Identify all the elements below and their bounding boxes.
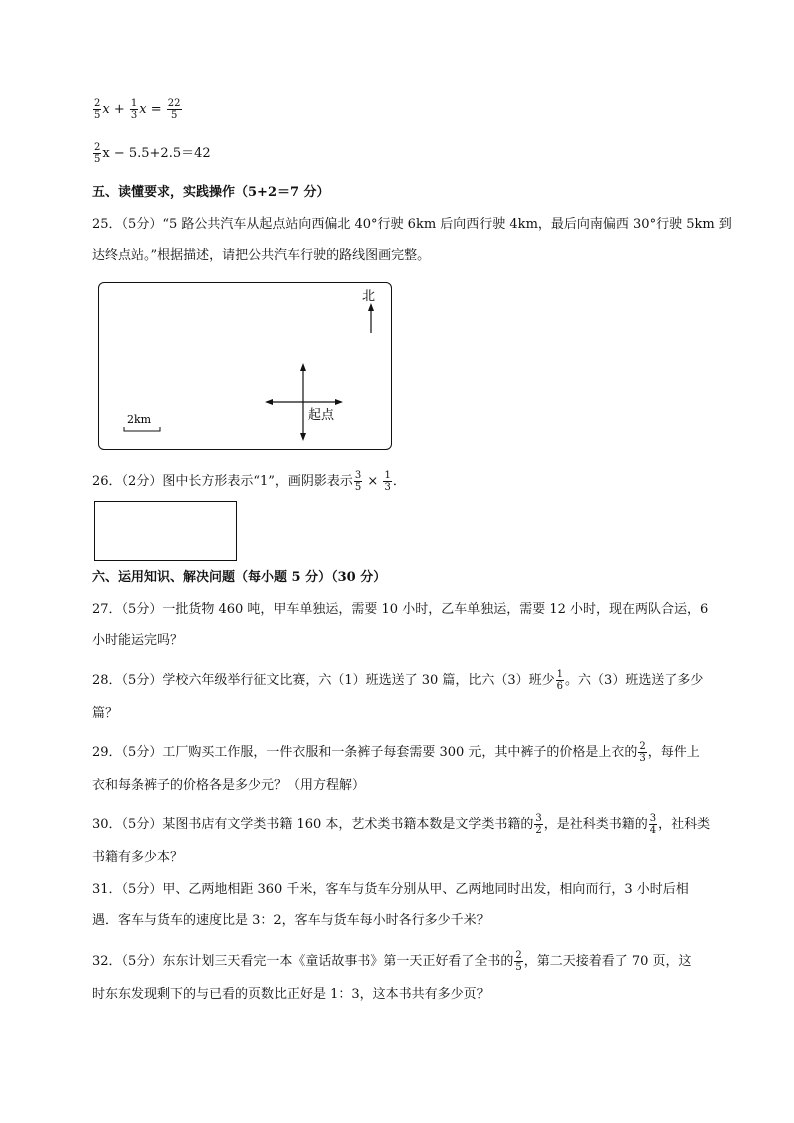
equation-1: $\frac{2}{5}$ x + $\frac{1}{3}$ x = $\frac{22}{5}$ [94,98,181,121]
question-31-line2: 遇．客车与货车的速度比是 3：2，客车与货车每小时各行多少千米？ [92,913,490,928]
route-diagram [98,282,392,450]
section-5-title: 五、读懂要求，实践操作（5+2＝7 分） [92,185,330,200]
question-28-line2: 篇？ [92,706,119,721]
equation-2: $\frac{2}{5}$ x − 5.5+2.5＝42 [94,142,211,165]
scale-bar [124,427,160,431]
question-30-line2: 书籍有多少本？ [92,850,184,865]
question-25-line2: 达终点站。”根据描述，请把公共汽车行驶的路线图画完整。 [92,248,431,263]
scale-label: 2km [127,413,152,426]
question-31-line1: 31．（5分）甲、乙两地相距 360 千米，客车与货车分别从甲、乙两地同时出发，相向而行，3 小时后相 [92,882,689,897]
north-label: 北 [362,289,376,304]
question-32-line1: 32．（5分）东东计划三天看完一本《童话故事书》第一天正好看了全书的 $\frac{2}{5}$ ，第二天接着看了 70 页，这 [92,950,692,973]
unit-rectangle [94,501,237,561]
route-diagram-svg [99,283,391,449]
question-28-line1: 28．（5分）学校六年级举行征文比赛，六（1）班选送了 30 篇，比六（3）班少 $\frac{1}{6}$ 。六（3）班选送了多少 [92,669,704,692]
question-32-line2: 时东东发现剩下的与已看的页数比正好是 1：3，这本书共有多少页？ [92,987,490,1002]
question-25-line1: 25．（5分）“5 路公共汽车从起点站向西偏北 40°行驶 6km 后向西行驶 4km，最后向南偏西 30°行驶 5km 到 [92,217,732,232]
north-arrow-head [368,303,374,311]
question-27-line1: 27．（5分）一批货物 460 吨，甲车单独运，需要 10 小时，乙车单独运，需要 12 小时，现在两队合运，6 [92,602,709,617]
question-27-line2: 小时能运完吗？ [92,633,184,648]
question-26: 26．（2分）图中长方形表示“1”，画阴影表示 $\frac{3}{5}$ × $\frac{1}{3}$ ． [92,470,406,493]
question-30-line1: 30．（5分）某图书店有文学类书籍 160 本，艺术类书籍本数是文学类书籍的 $\frac{3}{2}$ ，是社科类书籍的 $\frac{3}{4}$ ，社科类 [92,813,711,836]
section-6-title: 六、运用知识、解决问题（每小题 5 分）（30 分） [92,570,387,585]
question-29-line1: 29．（5分）工厂购买工作服，一件衣服和一条裤子每套需要 300 元，其中裤子的价格是上衣的 $\frac{2}{3}$ ，每件上 [92,741,700,764]
question-29-line2: 衣和每条裤子的价格各是多少元？（用方程解） [92,778,366,793]
start-label: 起点 [308,408,335,423]
